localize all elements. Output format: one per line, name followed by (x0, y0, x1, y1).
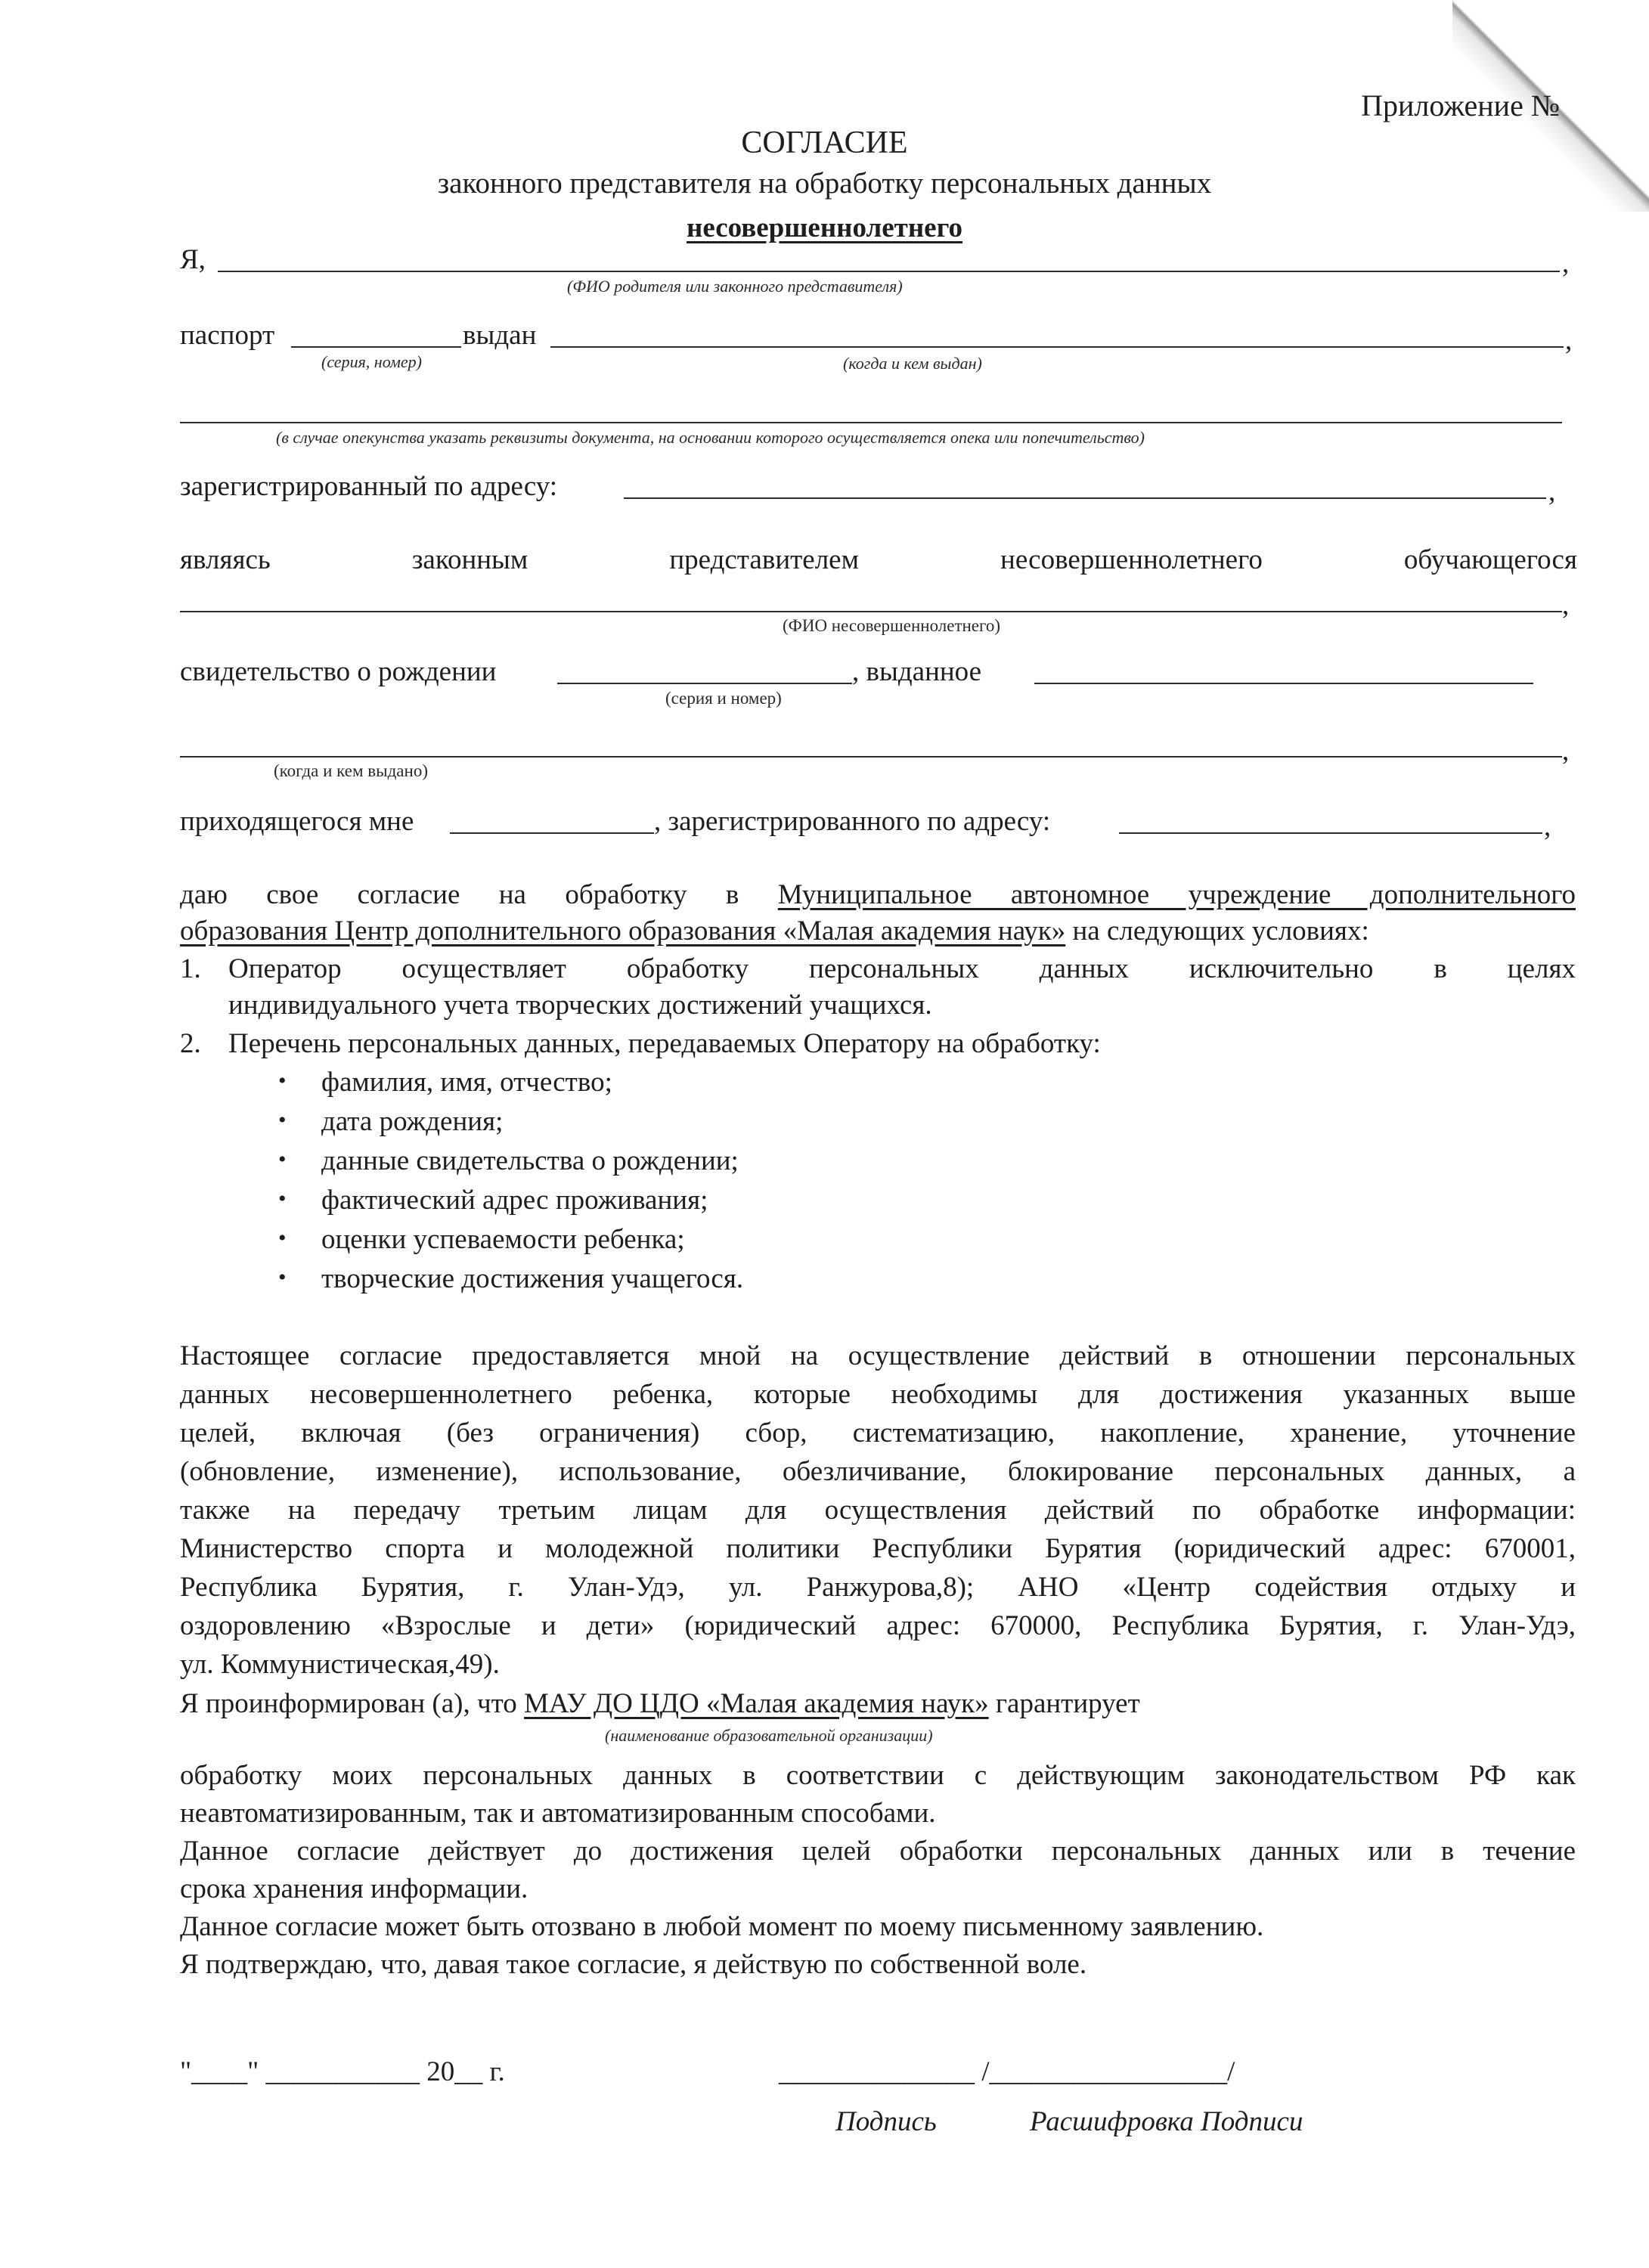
word: представителем (669, 544, 860, 575)
closing-line: Я подтверждаю, что, давая такое согласие, я действую по собственной воле. (180, 1949, 1087, 1980)
fio-parent-field[interactable] (218, 271, 1560, 272)
bullet-icon: • (278, 1265, 287, 1290)
paragraph-line: ул. Коммунистическая,49). (180, 1649, 500, 1680)
minor-address-field[interactable] (1119, 832, 1542, 834)
document-subtitle-minor (0, 212, 1649, 244)
closing-line: неавтоматизированным, так и автоматизированным способами. (180, 1798, 936, 1829)
signature-line[interactable]: ______________ /_________________/ (779, 2056, 1235, 2087)
document-title: СОГЛАСИЕ (741, 125, 908, 160)
consent-suffix: на следующих условиях: (1072, 916, 1369, 947)
registered-address-field[interactable] (624, 497, 1546, 499)
passport-issued-field[interactable] (550, 346, 1564, 348)
org-name-hint: (наименование образовательной организации) (605, 1726, 933, 1745)
paragraph-line: Настоящее согласие предоставляется мной на осуществление действий в отношении персональных (180, 1340, 1576, 1371)
condition-num: 1. (180, 953, 201, 984)
subtitle-minor-text: несовершеннолетнего (687, 212, 962, 243)
comma: , (1548, 476, 1556, 507)
passport-label: паспорт (180, 320, 275, 351)
paragraph-line: Республика Бурятия, г. Улан-Удэ, ул. Ранжурова,8); АНО «Центр содействия отдыху и (180, 1572, 1576, 1603)
registered-addr-label: , зарегистрированного по адресу: (654, 806, 1051, 837)
series-and-number-hint: (серия и номер) (665, 689, 782, 708)
birth-cert-label: свидетельство о рождении (180, 656, 497, 687)
condition-1-line-2: индивидуального учета творческих достижений учащихся. (228, 990, 932, 1021)
issued-label: выдан (463, 320, 537, 351)
closing-line: срока хранения информации. (180, 1873, 528, 1904)
passport-number-field[interactable] (291, 346, 461, 348)
issued-f-label: , выданное (852, 656, 982, 687)
comma: , (1565, 325, 1573, 356)
comma: , (1562, 248, 1570, 279)
list-item: фактический адрес проживания; (321, 1185, 708, 1216)
consent-line-2 (180, 917, 1369, 945)
list-item: оценки успеваемости ребенка; (321, 1224, 685, 1255)
i-prefix: Я, (180, 244, 206, 275)
closing-line: Данное согласие может быть отозвано в любой момент по моему письменному заявлению. (180, 1911, 1264, 1942)
word: несовершеннолетнего (1000, 544, 1263, 575)
condition-num: 2. (180, 1028, 201, 1059)
birth-cert-issued-field-2[interactable] (180, 756, 1562, 758)
bullet-icon: • (278, 1225, 287, 1250)
document-subtitle: законного представителя на обработку персональных данных (437, 167, 1212, 200)
guardianship-field[interactable] (180, 422, 1562, 423)
list-item: дата рождения; (321, 1106, 504, 1137)
word: обучающегося (1403, 544, 1577, 575)
list-item: данные свидетельства о рождении; (321, 1145, 739, 1176)
paragraph-line: (обновление, изменение), использование, обезличивание, блокирование персональных данных, а (180, 1456, 1576, 1487)
consent-line-1 (180, 881, 1576, 909)
comma: , (1562, 736, 1570, 767)
closing-line: Данное согласие действует до достижения целей обработки персональных данных или в течение (180, 1836, 1576, 1867)
birth-cert-issued-field[interactable] (1034, 683, 1533, 684)
signature-label: Подпись (835, 2106, 937, 2137)
paragraph-line: также на передачу третьим лицам для осуществления действий по обработке информации: (180, 1495, 1576, 1526)
comma: , (1544, 811, 1551, 842)
paragraph-line: данных несовершеннолетнего ребенка, которые необходимы для достижения указанных выше (180, 1379, 1576, 1410)
closing-line: обработку моих персональных данных в соответствии с действующим законодательством РФ как (180, 1760, 1576, 1791)
condition-1-line-1: Оператор осуществляет обработку персональных данных исключительно в целях (228, 953, 1576, 984)
bullet-icon: • (278, 1068, 287, 1093)
paragraph-line: целей, включая (без ограничения) сбор, систематизацию, накопление, хранение, уточнение (180, 1418, 1576, 1448)
bullet-icon: • (278, 1147, 287, 1172)
consent-prefix: даю свое согласие на обработку в (180, 879, 739, 910)
guardianship-hint: (в случае опекунства указать реквизиты документа, на основании которого осуществляется опека или попечительство) (276, 428, 1145, 447)
when-by-whom-hint: (когда и кем выдан) (843, 354, 982, 373)
paragraph-line: Министерство спорта и молодежной политики Республики Бурятия (юридический адрес: 670001, (180, 1533, 1576, 1564)
fio-parent-hint: (ФИО родителя или законного представителя) (567, 277, 903, 296)
list-item: фамилия, имя, отчество; (321, 1067, 612, 1098)
legal-rep-line (180, 546, 1577, 574)
relative-label: приходящегося мне (180, 806, 414, 837)
word: законным (411, 544, 528, 575)
condition-2-line-1: Перечень персональных данных, передаваемых Оператору на обработку: (228, 1028, 1101, 1059)
relationship-field[interactable] (450, 832, 654, 834)
bullet-icon: • (278, 1108, 287, 1132)
consent-org-2: образования Центр дополнительного образования «Малая академия наук» (180, 916, 1066, 947)
comma: , (1562, 590, 1570, 621)
informed-prefix: Я проинформирован (а), что (180, 1688, 517, 1719)
paragraph-line: оздоровлению «Взрослые и дети» (юридический адрес: 670000, Республика Бурятия, г. Улан-Удэ, (180, 1610, 1576, 1641)
list-item: творческие достижения учащегося. (321, 1263, 744, 1294)
informed-suffix: гарантирует (995, 1688, 1140, 1719)
issued-when-hint: (когда и кем выдано) (274, 761, 428, 780)
appendix-label: Приложение № (1361, 88, 1560, 122)
fio-minor-field[interactable] (180, 611, 1562, 612)
fio-minor-hint: (ФИО несовершеннолетнего) (783, 616, 1001, 635)
birth-cert-number-field[interactable] (557, 683, 852, 684)
informed-org: МАУ ДО ЦДО «Малая академия наук» (524, 1688, 989, 1719)
date-field[interactable]: "____" ___________ 20__ г. (180, 2056, 505, 2087)
signature-decode-label: Расшифровка Подписи (1030, 2106, 1303, 2137)
series-number-hint: (серия, номер) (321, 352, 422, 371)
word: являясь (180, 544, 271, 575)
bullet-icon: • (278, 1186, 287, 1211)
registered-label: зарегистрированный по адресу: (180, 471, 558, 502)
informed-line (180, 1690, 1140, 1718)
consent-org-1: Муниципальное автономное учреждение дополнительного (777, 879, 1576, 910)
